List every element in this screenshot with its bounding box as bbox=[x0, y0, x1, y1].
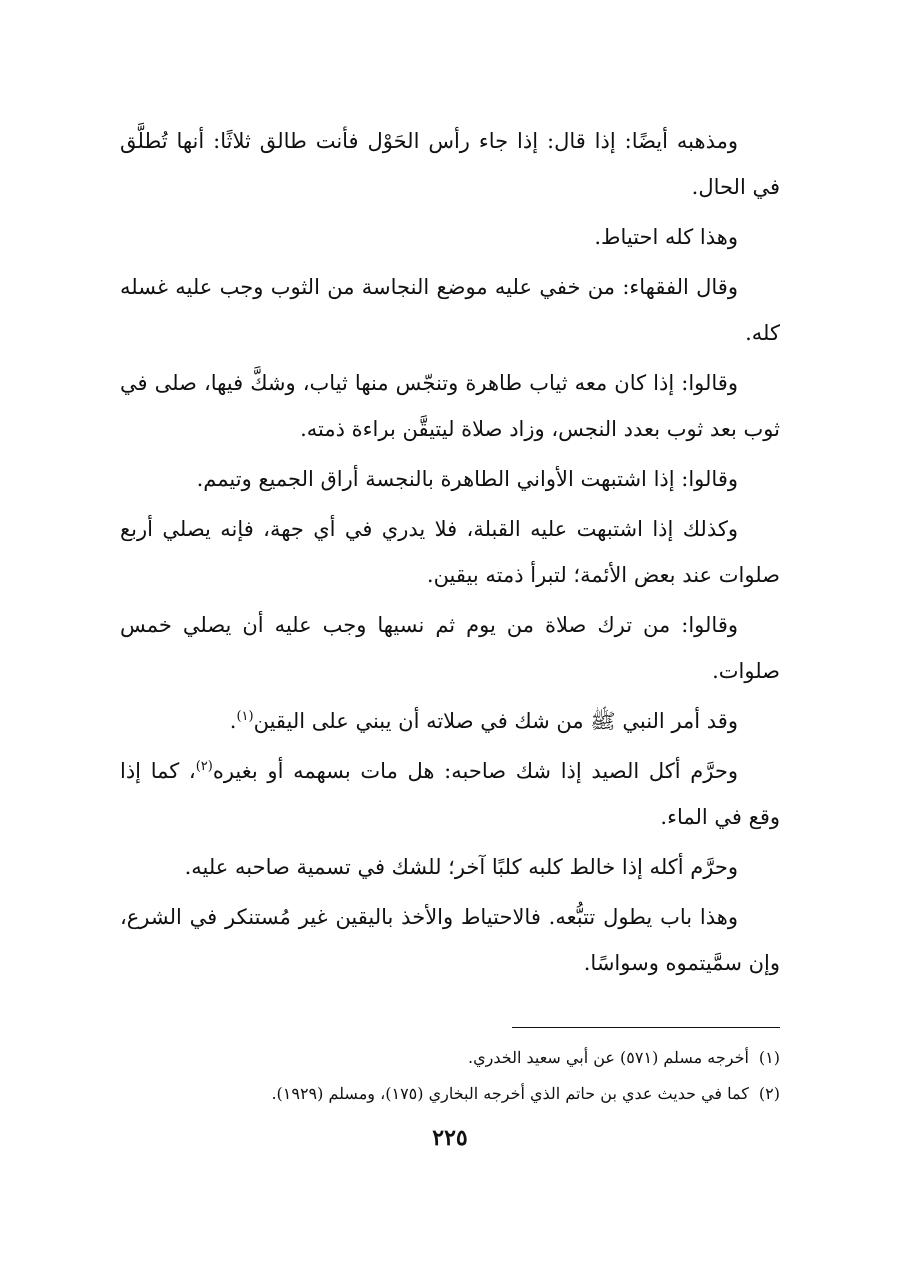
footnote-reference[interactable]: (١) bbox=[236, 709, 254, 724]
footnote-number: (٢) bbox=[758, 1084, 780, 1103]
paragraph-text: وقد أمر النبي ﷺ من شك في صلاته أن يبني على اليقين bbox=[253, 709, 738, 733]
footnote-number: (١) bbox=[758, 1048, 780, 1067]
paragraph: وقالوا: إذا اشتبهت الأواني الطاهرة بالنجسة أراق الجميع وتيمم. bbox=[196, 467, 738, 491]
footnote-separator bbox=[512, 1027, 780, 1028]
footnote bbox=[120, 1076, 780, 1112]
paragraph-text: وحرَّم أكل الصيد إذا شك صاحبه: هل مات بسهمه أو بغيره bbox=[212, 759, 739, 783]
paragraph-with-footnote-ref bbox=[120, 698, 780, 744]
paragraph: ومذهبه أيضًا: إذا قال: إذا جاء رأس الحَوْل فأنت طالق ثلاثًا: أنها تُطلَّق في الحال. bbox=[120, 129, 780, 199]
paragraph-text: ، كما إذا وقع في الماء. bbox=[120, 759, 780, 829]
paragraph: وحرَّم أكله إذا خالط كلبه كلبًا آخر؛ للشك في تسمية صاحبه عليه. bbox=[184, 855, 738, 879]
paragraph: وقالوا: من ترك صلاة من يوم ثم نسيها وجب عليه أن يصلي خمس صلوات. bbox=[120, 613, 780, 683]
footnote-reference[interactable]: (٢) bbox=[195, 759, 213, 774]
footnote-text: أخرجه مسلم (٥٧١) عن أبي سعيد الخدري. bbox=[468, 1048, 749, 1067]
paragraph: وكذلك إذا اشتبهت عليه القبلة، فلا يدري في أي جهة، فإنه يصلي أربع صلوات عند بعض الأئمة؛ لتبرأ ذمته بيقين. bbox=[120, 517, 780, 587]
footnote-text: كما في حديث عدي بن حاتم الذي أخرجه البخاري (١٧٥)، ومسلم (١٩٢٩). bbox=[271, 1084, 749, 1103]
footnote bbox=[120, 1040, 780, 1076]
main-text-block bbox=[120, 118, 780, 986]
paragraph: وهذا باب يطول تتبُّعه. فالاحتياط والأخذ باليقين غير مُستنكر في الشرع، وإن سمَّيتموه وسواسًا. bbox=[120, 905, 780, 975]
paragraph: وهذا كله احتياط. bbox=[594, 225, 738, 249]
page-number: ٢٢٥ bbox=[432, 1125, 468, 1151]
paragraph: وقال الفقهاء: من خفي عليه موضع النجاسة من الثوب وجب عليه غسله كله. bbox=[120, 275, 780, 345]
footnotes-section bbox=[120, 1040, 780, 1112]
paragraph-text: . bbox=[229, 709, 237, 733]
paragraph: وقالوا: إذا كان معه ثياب طاهرة وتنجّس منها ثياب، وشكَّ فيها، صلى في ثوب بعد ثوب بعدد النجس، وزاد صلاة ليتيقَّن براءة ذمته. bbox=[120, 371, 780, 441]
paragraph-with-footnote-ref bbox=[120, 748, 780, 840]
